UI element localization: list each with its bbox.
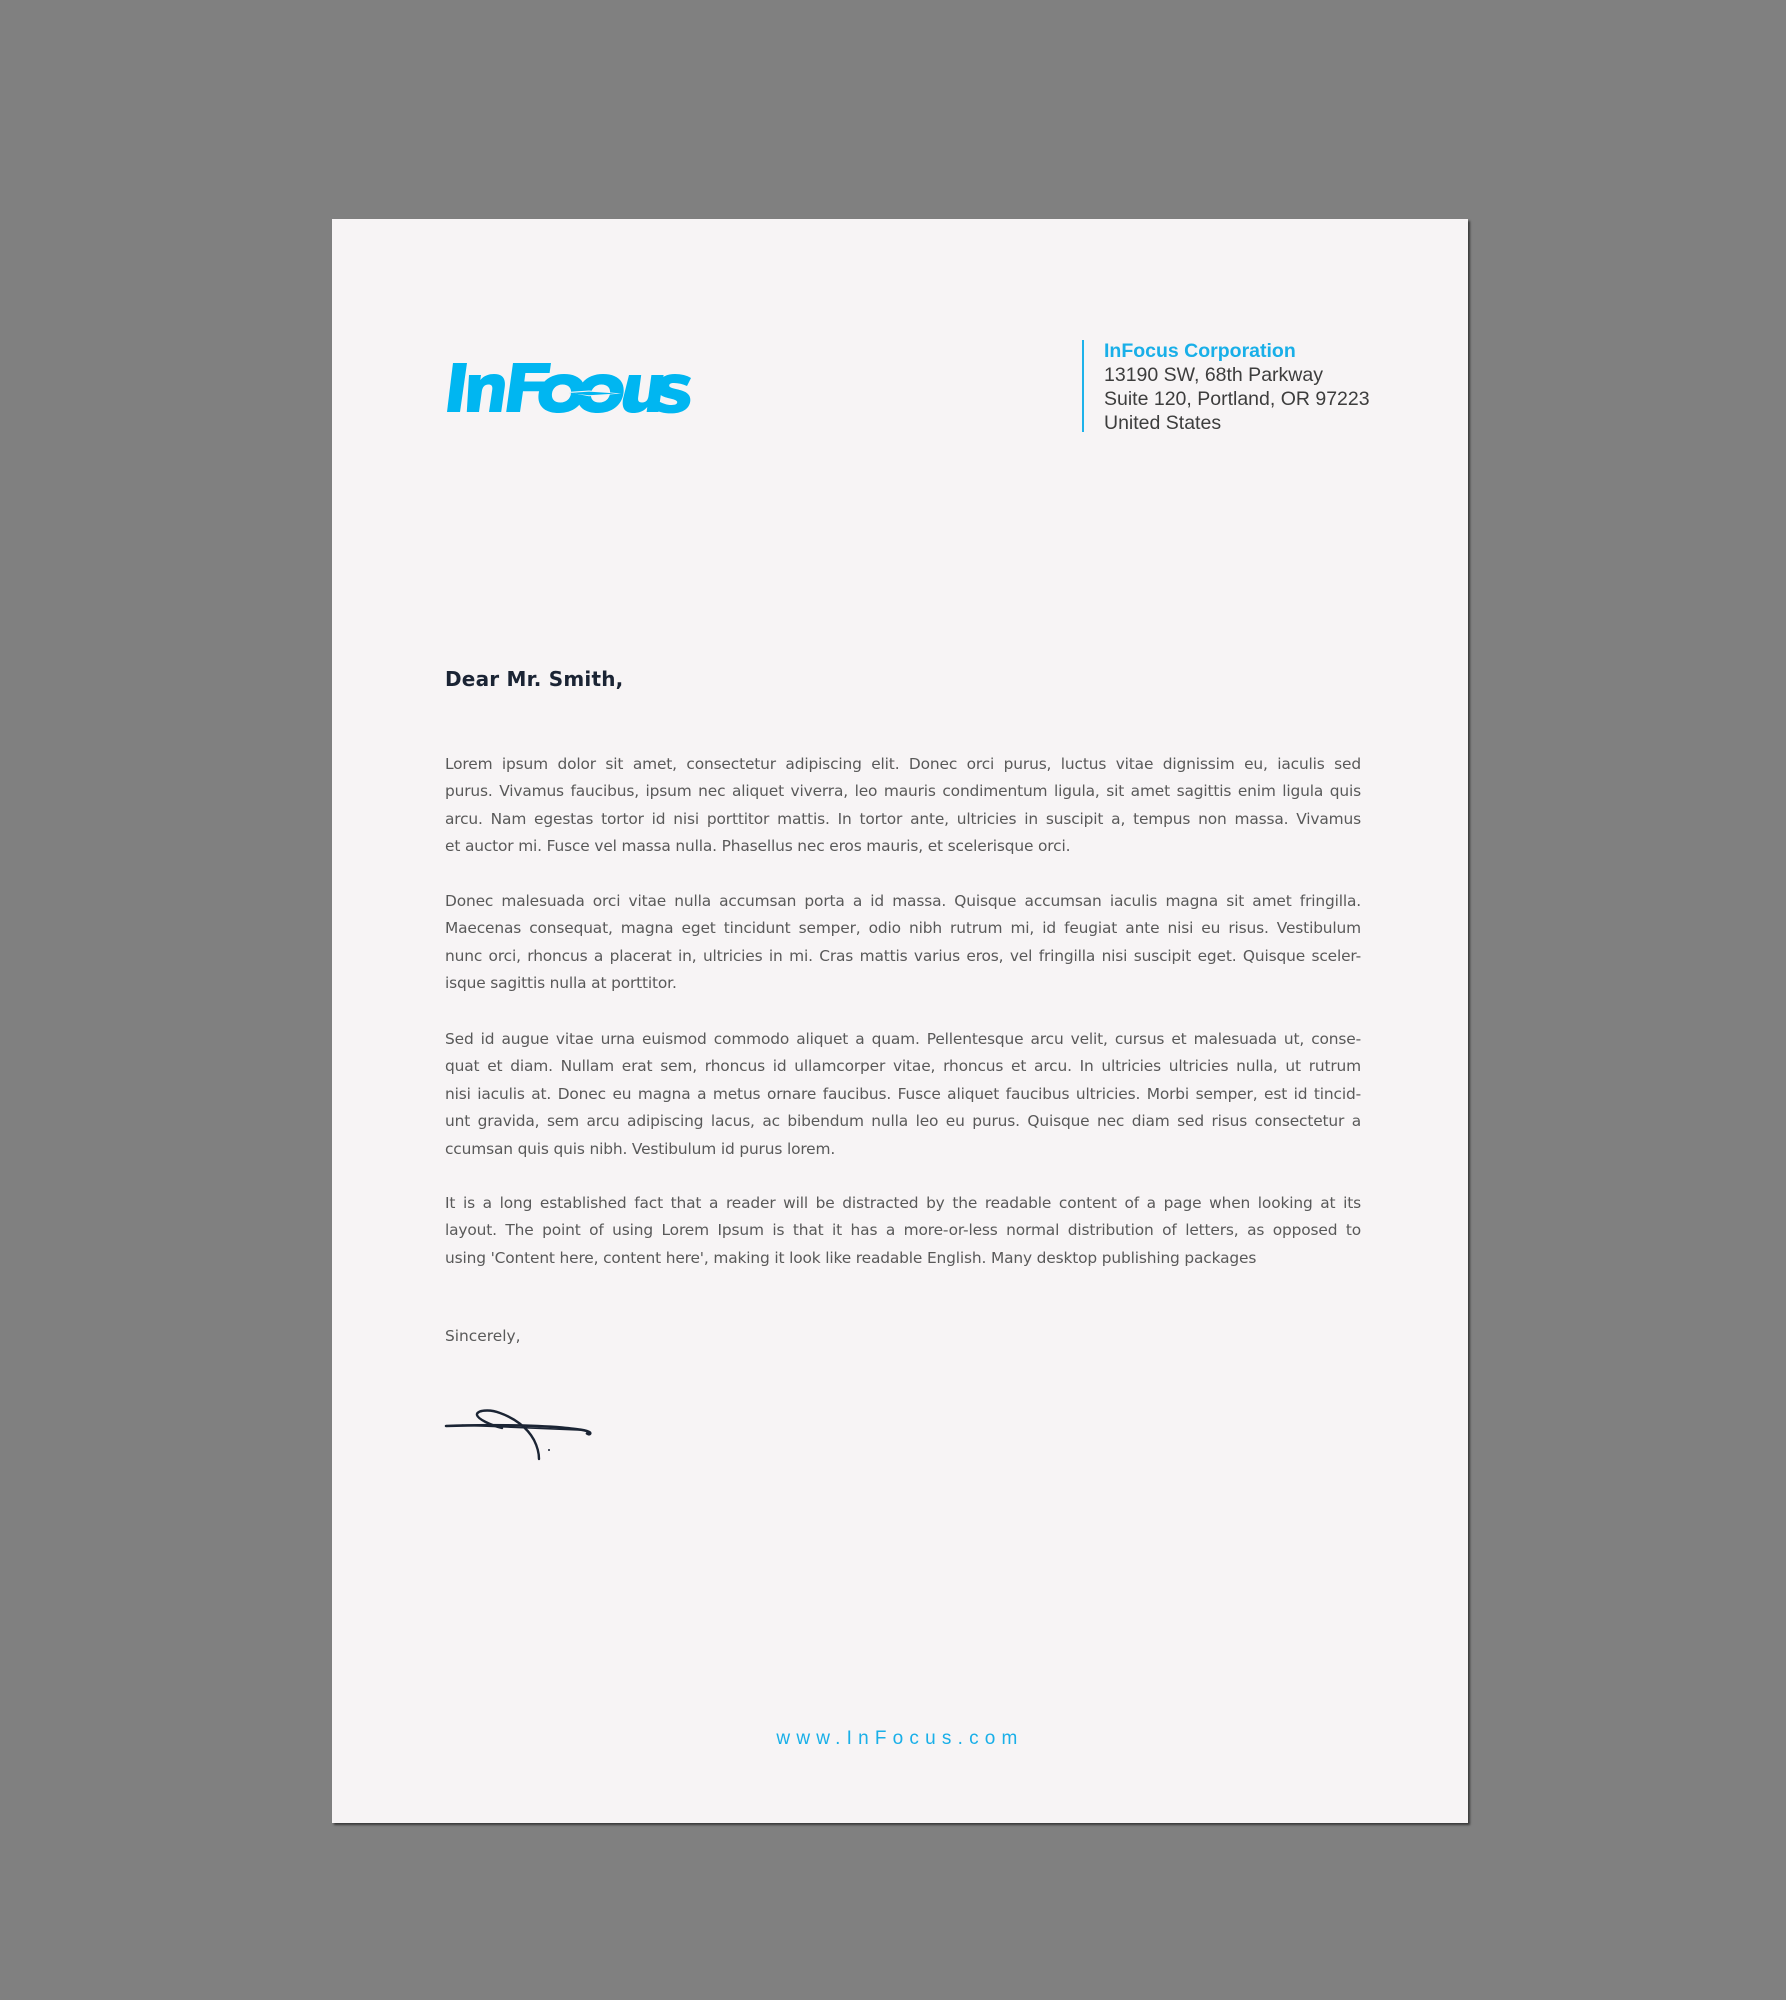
text-line: purus. Vivamus faucibus, ipsum nec aliquet viverra, leo mauris condimentum ligula, sit amet sagittis enim ligula quis bbox=[445, 782, 1361, 801]
letterhead-page bbox=[332, 219, 1468, 1823]
paragraph-4 bbox=[445, 1190, 1361, 1272]
company-address bbox=[1104, 339, 1370, 435]
text-line: Maecenas consequat, magna eget tincidunt semper, odio nibh rutrum mi, id feugiat ante nisi eu risus. Vestibulum bbox=[445, 919, 1361, 938]
text-line: nunc orci, rhoncus a placerat in, ultricies in mi. Cras mattis varius eros, vel fringilla nisi suscipit eget. Quisque sceler- bbox=[445, 946, 1361, 965]
text-line: unt gravida, sem arcu adipiscing lacus, ac bibendum nulla leo eu purus. Quisque nec diam sed risus consectetur a bbox=[445, 1112, 1361, 1131]
text-line: isque sagittis nulla at porttitor. bbox=[445, 974, 677, 993]
text-line: layout. The point of using Lorem Ipsum is that it has a more-or-less normal distribution of letters, as opposed to bbox=[445, 1221, 1361, 1240]
handwritten-signature-icon bbox=[442, 1395, 598, 1461]
text-line: nisi iaculis at. Donec eu magna a metus ornare faucibus. Fusce aliquet faucibus ultricies. Morbi semper, est id tincid- bbox=[445, 1084, 1361, 1103]
paragraph-2 bbox=[445, 888, 1361, 998]
text-line: arcu. Nam egestas tortor id nisi porttitor mattis. In tortor ante, ultricies in suscipit a, tempus non massa. Vivamus bbox=[445, 809, 1361, 828]
address-divider bbox=[1082, 340, 1084, 432]
text-line: Sed id augue vitae urna euismod commodo aliquet a quam. Pellentesque arcu velit, cursus et malesuada ut, conse- bbox=[445, 1030, 1361, 1048]
text-line: quat et diam. Nullam erat sem, rhoncus id ullamcorper vitae, rhoncus et arcu. In ultricies ultricies nulla, ut rutrum bbox=[445, 1057, 1361, 1076]
text-line: It is a long established fact that a reader will be distracted by the readable content of a page when looking at its bbox=[445, 1194, 1361, 1212]
text-line: using 'Content here, content here', making it look like readable English. Many desktop publishing packages bbox=[445, 1248, 1257, 1267]
text-line: Lorem ipsum dolor sit amet, consectetur adipiscing elit. Donec orci purus, luctus vitae dignissim eu, iaculis sed bbox=[445, 755, 1361, 773]
paragraph-1 bbox=[445, 751, 1361, 861]
paragraph-3 bbox=[445, 1026, 1361, 1163]
text-line: ccumsan quis quis nibh. Vestibulum id purus lorem. bbox=[445, 1139, 836, 1158]
website-url: www.InFocus.com bbox=[776, 1728, 1024, 1749]
company-name: InFocus Corporation bbox=[1104, 340, 1296, 362]
letter-greeting: Dear Mr. Smith, bbox=[445, 667, 624, 691]
text-line: Donec malesuada orci vitae nulla accumsan porta a id massa. Quisque accumsan iaculis magna sit amet fringilla. bbox=[445, 892, 1361, 910]
address-line-2: Suite 120, Portland, OR 97223 bbox=[1104, 388, 1370, 410]
address-line-1: 13190 SW, 68th Parkway bbox=[1104, 364, 1323, 386]
infocus-logo-icon bbox=[447, 359, 693, 415]
letter-closing: Sincerely, bbox=[445, 1327, 521, 1345]
address-line-3: United States bbox=[1104, 412, 1222, 434]
text-line: et auctor mi. Fusce vel massa nulla. Phasellus nec eros mauris, et scelerisque orci. bbox=[445, 837, 1071, 856]
